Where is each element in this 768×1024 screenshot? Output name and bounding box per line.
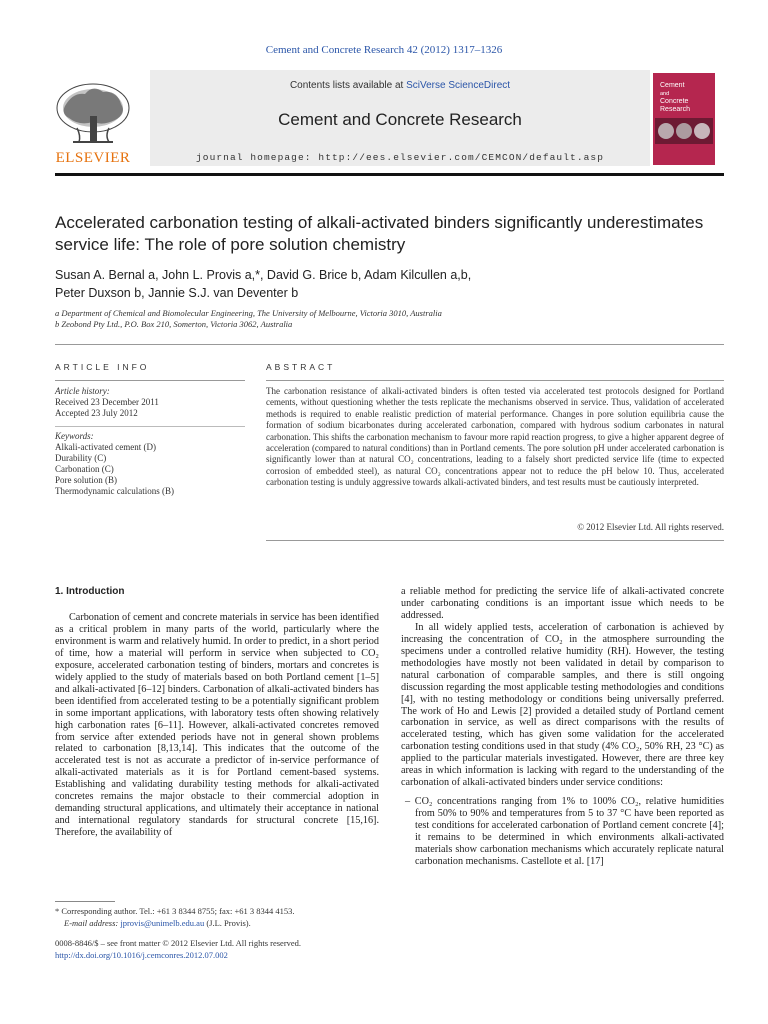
cover-line: Concrete xyxy=(660,98,689,105)
homepage-prefix: journal homepage: xyxy=(195,152,319,163)
article-history xyxy=(55,386,245,419)
abstract-heading: ABSTRACT xyxy=(266,362,336,372)
cover-line: Research xyxy=(660,106,690,113)
divider xyxy=(55,344,724,345)
abstract-rule xyxy=(266,380,724,381)
authors-line[interactable]: Peter Duxson b, Jannie S.J. van Deventer b xyxy=(55,286,299,300)
keyword: Thermodynamic calculations (B) xyxy=(55,486,174,496)
accepted-date: Accepted 23 July 2012 xyxy=(55,408,138,418)
cover-title xyxy=(660,82,710,114)
footnote xyxy=(55,906,375,929)
list-item: – CO₂ concentrations ranging from 1% to 100% CO₂, relative humidities from 50% to 90% and temperatures from 5 to 37 °C have been reported as test conditions for accelerated carbonation of Portland cement concrete [4]; it remains to be determined in which environments alkali-activated materials show carbonation mechanisms which accurately replicate natural carbonation mechanisms. Castellote et al. [17] xyxy=(405,796,724,867)
info-divider xyxy=(55,426,245,427)
paragraph: a reliable method for predicting the service life of alkali-activated concrete under carbonating conditions is an important issue which needs to be addressed. xyxy=(401,586,724,621)
history-label: Article history: xyxy=(55,386,110,396)
affiliation: b Zeobond Pty Ltd., P.O. Box 210, Somerton, Victoria 3062, Australia xyxy=(55,319,293,329)
cover-line: Cement xyxy=(660,82,685,89)
publisher-name: ELSEVIER xyxy=(55,150,131,166)
paragraph: Carbonation of cement and concrete materials in service has been identified as a critical problem in many parts of the world, particularly where the environment is warm and relatively humid. In order to predict, in a short period of time, how a material will perform in service when subjected to CO₂ exposure, accelerated carbonation testing of binders, mortars and concretes is widely applied to the study of materials based on both Portland cement [1–5] and alkali-activated [6–12] binders. Carbonation of alkali-activated binders has been identified from accelerated testing to be a potentially significant problem in some important applications, with laboratory tests often showing relatively high carbonation rates [6–11]. However, alkali-activated concretes removed from service after extended periods have not in general shown problems related to carbonation [8,13,14]. This indicates that the outcome of the accelerated test is not as accurate a predictor of in-service performance of alkali-activated materials as it is for Portland cement-based systems. Establishing and validating durability testing methods for alkali-activated concretes remains the major obstacle to their commercial adoption in demanding structural applications, and ultimately their acceptance in national and international regulatory standards for structural concrete [15,16]. Therefore, the availability of xyxy=(55,612,379,839)
keyword: Pore solution (B) xyxy=(55,475,117,485)
corresponding-author: * Corresponding author. Tel.: +61 3 8344 8755; fax: +61 3 8344 4153. xyxy=(55,906,295,916)
keywords-label: Keywords: xyxy=(55,431,94,441)
section-heading: 1. Introduction xyxy=(55,586,125,597)
header-rule xyxy=(55,173,724,176)
elsevier-logo xyxy=(53,78,133,168)
keyword: Alkali-activated cement (D) xyxy=(55,442,156,452)
email-suffix: (J.L. Provis). xyxy=(204,917,251,928)
cover-image-icon xyxy=(655,118,713,144)
journal-title: Cement and Concrete Research xyxy=(278,110,522,129)
journal-homepage xyxy=(150,152,650,163)
email-label: E-mail address: xyxy=(64,917,121,928)
received-date: Received 23 December 2011 xyxy=(55,397,159,407)
paper-title: Accelerated carbonation testing of alkali-activated binders significantly underestimates service life: The role of pore solution chemistry xyxy=(55,213,704,254)
contents-line xyxy=(150,80,650,91)
contents-prefix: Contents lists available at xyxy=(289,80,407,91)
cover-line: and xyxy=(660,91,670,97)
abstract-text: The carbonation resistance of alkali-activated binders is often tested via accelerated test protocols designed for Portland cements, without questioning whether the tests replicate the mechanisms observed in service. Thus, validation of accelerated methods is required to enable realistic prediction of material performance. Changes in pore solution equilibria cause the formation of sodium bicarbonates during accelerated carbonation, compared with hydrous sodium carbonates in natural carbonation. This shifts the carbonation mechanism to favour more rapid reaction progress, to give a higher apparent degree of acceleration (compared to natural conditions) than in Portland cements. The pore solution pH under accelerated carbonation is significantly lower than at natural CO₂ concentrations, leading to a falsely short predicted service life (time to expected corrosion of embedded steel), as natural CO₂ concentrations appear not to reduce the pH below 10. Thus, accelerated carbonation testing is unduly aggressive towards alkali-activated binders, and test results must be cautiously interpreted. xyxy=(266,386,724,488)
abstract-bottom-rule xyxy=(266,540,724,541)
article-info-heading: ARTICLE INFO xyxy=(55,362,150,372)
homepage-url[interactable]: http://ees.elsevier.com/CEMCON/default.asp xyxy=(318,152,605,163)
affiliation: a Department of Chemical and Biomolecular Engineering, The University of Melbourne, Victoria 3010, Australia xyxy=(55,308,442,318)
sciencedirect-link[interactable]: SciVerse ScienceDirect xyxy=(406,80,511,91)
affiliations xyxy=(55,308,724,330)
issn-line: 0008-8846/$ – see front matter © 2012 Elsevier Ltd. All rights reserved. xyxy=(55,938,302,948)
abstract-copyright: © 2012 Elsevier Ltd. All rights reserved. xyxy=(577,522,724,532)
keyword: Durability (C) xyxy=(55,453,107,463)
right-column xyxy=(401,586,724,868)
authors-line[interactable]: Susan A. Bernal a, John L. Provis a,*, David G. Brice b, Adam Kilcullen a,b, xyxy=(55,268,472,282)
paragraph: In all widely applied tests, acceleration of carbonation is achieved by increasing the concentration of CO₂ in the atmosphere surrounding the specimens under a controlled relative humidity (RH). However, the testing methodologies have mostly not been validated in detail by comparison to natural carbonation of comparable samples, and there is still ongoing discussion regarding the most applicable testing methodologies and conditions [4], with no testing methodology or conditions being universally preferred. The work of Ho and Lewis [2] provided a detailed study of Portland cement carbonation in service, as well as direct comparisons with the results of accelerated testing, which has given some validation for the accelerated carbonation testing conditions used in that study (4% CO₂, 50% RH, 23 °C) as applied to the particular materials investigated. However, there are three key areas in which information is lacking with regard to the understanding of the carbonation of alkali-activated binders under service conditions: xyxy=(401,621,724,789)
doi-link[interactable]: http://dx.doi.org/10.1016/j.cemconres.2012.07.002 xyxy=(55,949,228,960)
keyword: Carbonation (C) xyxy=(55,464,114,474)
info-rule xyxy=(55,380,245,381)
author-list xyxy=(55,266,724,302)
left-column xyxy=(55,612,379,839)
email-link[interactable]: jprovis@unimelb.edu.au xyxy=(120,917,205,928)
front-matter xyxy=(55,938,385,961)
journal-citation[interactable]: Cement and Concrete Research 42 (2012) 1317–1326 xyxy=(265,44,503,56)
keywords xyxy=(55,431,245,497)
footnote-rule xyxy=(55,901,115,902)
email-line xyxy=(55,918,375,930)
